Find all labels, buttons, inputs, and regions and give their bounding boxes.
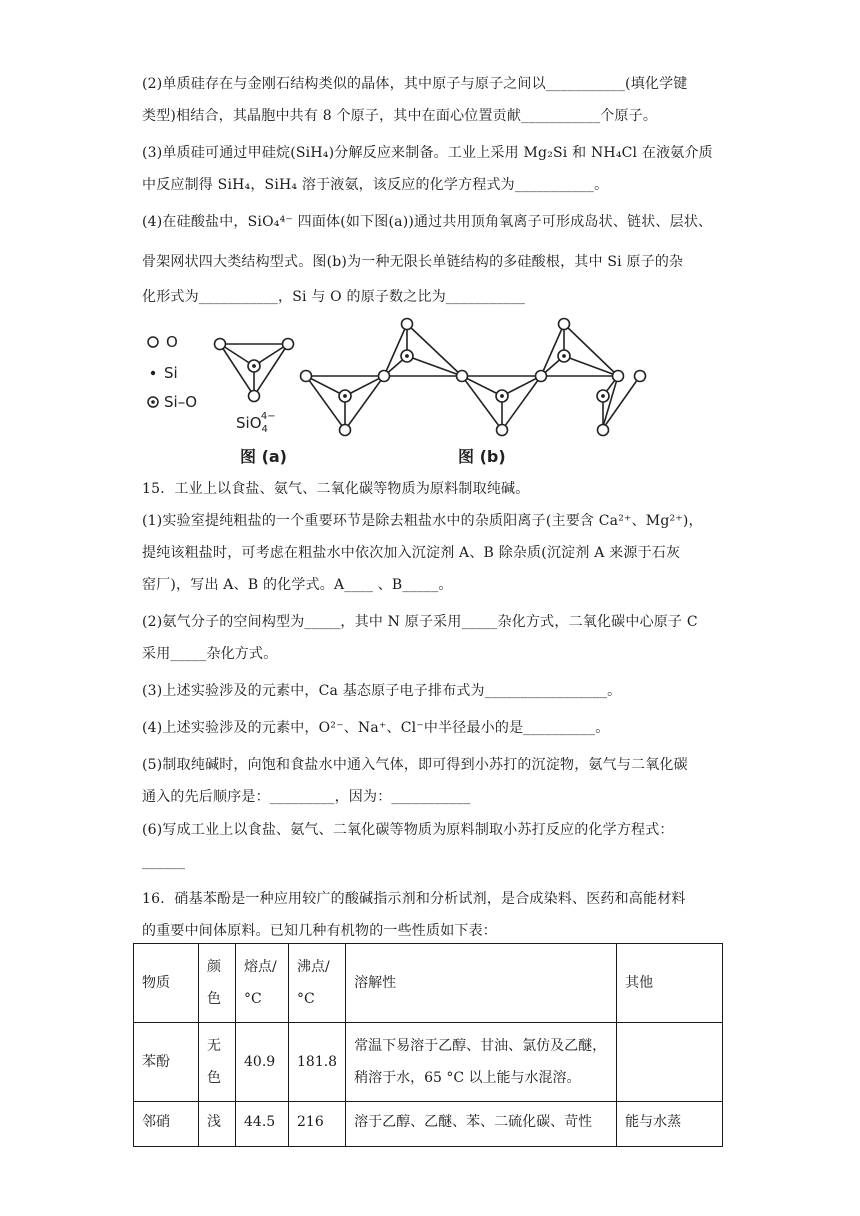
text-line: (1)实验室提纯粗盐的一个重要环节是除去粗盐水中的杂质阳离子(主要含 Ca²⁺、Mg²⁺)，	[142, 513, 703, 529]
table-row	[134, 1023, 723, 1102]
table-cell: 能与水蒸	[617, 1102, 723, 1147]
figure-legend	[148, 333, 197, 411]
table-cell: 溶于乙醇、乙醚、苯、二硫化碳、苛性	[346, 1102, 617, 1147]
table-cell: 44.5	[236, 1102, 289, 1147]
text-line: (5)制取纯碱时，向饱和食盐水中通入气体，即可得到小苏打的沉淀物，氨气与二氧化碳	[142, 757, 688, 773]
legend-sio-label: Si–O	[164, 393, 197, 411]
text-line: ______	[142, 854, 186, 870]
table-header-cell: 颜色	[199, 944, 236, 1023]
table-header-cell: 沸点/°C	[289, 944, 346, 1023]
table-cell	[617, 1023, 723, 1102]
text-line: (3)上述实验涉及的元素中，Ca 基态原子电子排布式为_________________。	[142, 683, 622, 699]
text-line: 窑厂)，写出 A、B 的化学式。A____ 、B_____。	[142, 577, 453, 593]
silicate-figure	[140, 316, 650, 472]
legend-sio-dot	[151, 400, 155, 404]
legend-si-marker	[151, 371, 155, 375]
text-line: (3)单质硅可通过甲硅烷(SiH₄)分解反应来制备。工业上采用 Mg₂Si 和 NH₄Cl 在液氨介质	[142, 145, 713, 161]
table-cell: 40.9	[236, 1023, 289, 1102]
text-line: 通入的先后顺序是：_________，因为：___________	[142, 789, 471, 805]
legend-o-marker	[148, 337, 158, 347]
tetrahedron-a	[215, 339, 294, 402]
text-line: 中反应制得 SiH₄，SiH₄ 溶于液氨，该反应的化学方程式为___________。	[142, 177, 609, 193]
table-row	[134, 1102, 723, 1147]
table-cell: 216	[289, 1102, 346, 1147]
text-line: 化形式为___________，Si 与 O 的原子数之比为___________	[142, 289, 526, 305]
text-line: (4)在硅酸盐中，SiO₄⁴⁻ 四面体(如下图(a))通过共用顶角氧离子可形成岛状、链状、层状、	[142, 214, 713, 230]
text-line: (2)单质硅存在与金刚石结构类似的晶体，其中原子与原子之间以___________(填化学键	[142, 76, 688, 92]
table-header-cell: 物质	[134, 944, 199, 1023]
text-line: (2)氨气分子的空间构型为_____，其中 N 原子采用_____杂化方式，二氧化碳中心原子 C	[142, 614, 698, 630]
table-cell: 181.8	[289, 1023, 346, 1102]
silicate-chain-b	[301, 319, 646, 436]
text-line: 的重要中间体原料。已知几种有机物的一些性质如下表：	[142, 923, 497, 939]
formula-a: SiO$_4$4−	[236, 411, 276, 435]
text-line: (6)写成工业上以食盐、氨气、二氧化碳等物质为原料制取小苏打反应的化学方程式：	[142, 822, 674, 838]
table-header-cell: 其他	[617, 944, 723, 1023]
legend-o-label: O	[166, 333, 178, 351]
table-cell: 邻硝	[134, 1102, 199, 1147]
table-cell: 常温下易溶于乙醇、甘油、氯仿及乙醚，稍溶于水，65 °C 以上能与水混溶。	[346, 1023, 617, 1102]
table-header-row	[134, 944, 723, 1023]
table-cell: 苯酚	[134, 1023, 199, 1102]
table-header-cell: 溶解性	[346, 944, 617, 1023]
text-line: 16．硝基苯酚是一种应用较广的酸碱指示剂和分析试剂，是合成染料、医药和高能材料	[142, 891, 686, 907]
caption-a: 图 (a)	[240, 447, 287, 466]
legend-si-label: Si	[164, 364, 178, 382]
table-cell: 浅	[199, 1102, 236, 1147]
table-cell: 无色	[199, 1023, 236, 1102]
table-header-cell: 熔点/°C	[236, 944, 289, 1023]
properties-table	[133, 943, 723, 1147]
text-line: 骨架网状四大类结构型式。图(b)为一种无限长单链结构的多硅酸根，其中 Si 原子的杂	[142, 254, 684, 270]
text-line: 类型)相结合，其晶胞中共有 8 个原子，其中在面心位置贡献___________个原子。	[142, 108, 658, 124]
text-line: 15．工业上以食盐、氨气、二氧化碳等物质为原料制取纯碱。	[142, 481, 530, 497]
text-line: 采用_____杂化方式。	[142, 646, 278, 662]
text-line: 提纯该粗盐时，可考虑在粗盐水中依次加入沉淀剂 A、B 除杂质(沉淀剂 A 来源于石灰	[142, 545, 681, 561]
caption-b: 图 (b)	[458, 447, 506, 466]
text-line: (4)上述实验涉及的元素中，O²⁻、Na⁺、Cl⁻中半径最小的是__________。	[142, 720, 610, 736]
